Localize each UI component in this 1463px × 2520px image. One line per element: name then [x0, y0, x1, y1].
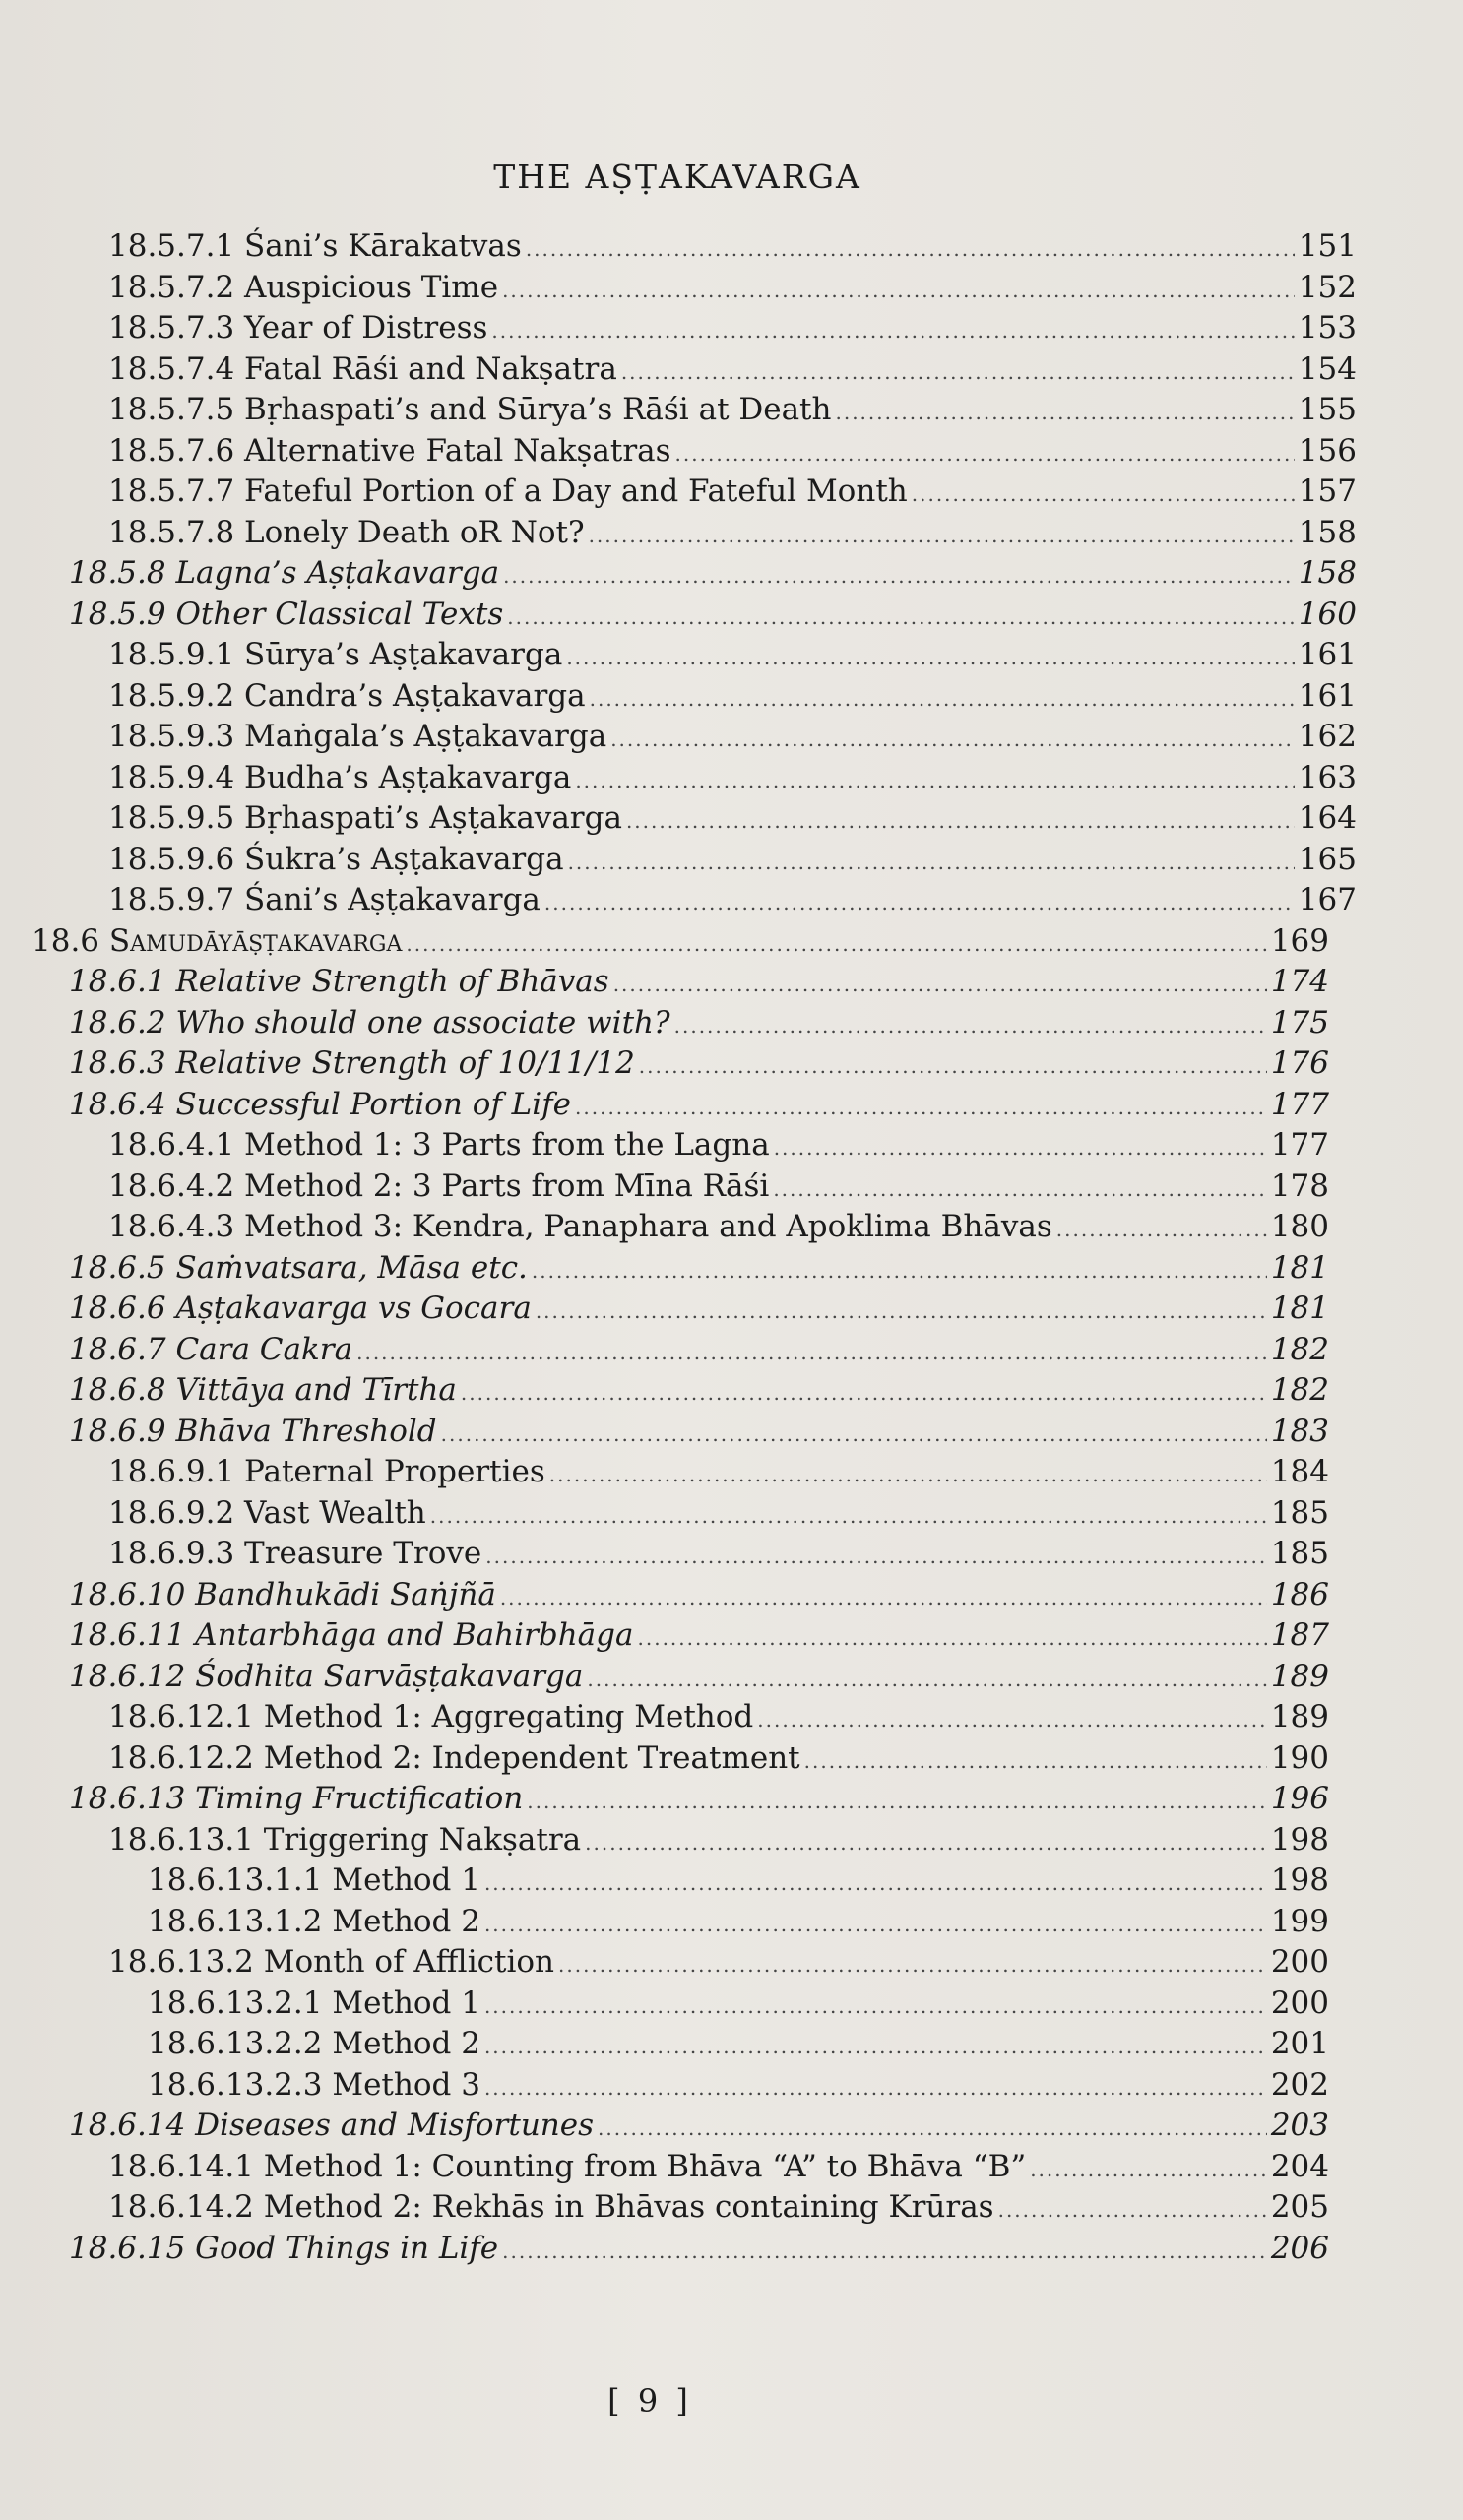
- toc-entry-title: 18.6.9 Bhāva Threshold: [69, 1414, 437, 1449]
- toc-entry-page: 177: [1270, 1087, 1329, 1122]
- toc-leader-dots: [532, 1259, 1267, 1283]
- toc-entry-page: 174: [1270, 964, 1329, 999]
- toc-entry: [69, 597, 1357, 638]
- toc-leader-dots: [598, 2116, 1267, 2140]
- toc-leader-dots: [835, 401, 1294, 424]
- toc-entry-title: 18.6.1 Relative Strength of Bhāvas: [69, 964, 609, 999]
- toc-entry: [69, 1372, 1329, 1414]
- toc-entry-title: 18.6.5 Saṁvatsara, Māsa etc.: [69, 1250, 528, 1286]
- toc-entry-page: 177: [1270, 1127, 1329, 1163]
- toc-entry: [148, 2067, 1329, 2109]
- toc-entry: [69, 1659, 1329, 1700]
- toc-entry: [69, 1045, 1329, 1087]
- toc-entry: [108, 1168, 1329, 1210]
- toc-leader-dots: [804, 1749, 1267, 1773]
- toc-leader-dots: [773, 1177, 1267, 1201]
- toc-entry: [69, 1291, 1329, 1332]
- toc-entry-title: 18.6.13.2.3 Method 3: [148, 2067, 480, 2103]
- toc-entry-title: 18.5.9.2 Candra’s Aṣṭakavarga: [108, 678, 586, 714]
- toc-entry-page: 151: [1298, 228, 1357, 264]
- toc-entry: [108, 351, 1357, 393]
- toc-leader-dots: [527, 1790, 1267, 1813]
- toc-entry: [69, 1250, 1329, 1292]
- toc-entry-title: 18.6.4.2 Method 2: 3 Parts from Mīna Rāśi: [108, 1168, 770, 1204]
- toc-entry: [108, 228, 1357, 270]
- toc-entry-page: 185: [1270, 1536, 1329, 1571]
- toc-entry: [108, 515, 1357, 556]
- toc-entry-title: 18.6.9.3 Treasure Trove: [108, 1536, 482, 1571]
- toc-entry-title: 18.6.15 Good Things in Life: [69, 2231, 499, 2266]
- toc-entry-title: 18.6.9.1 Paternal Properties: [108, 1454, 545, 1489]
- toc-entry-page: 162: [1298, 719, 1357, 754]
- toc-entry: [108, 800, 1357, 842]
- toc-entry: [69, 555, 1357, 597]
- toc-entry-title: 18.5.8 Lagna’s Aṣṭakavarga: [69, 555, 500, 591]
- toc-entry-page: 158: [1298, 555, 1357, 591]
- toc-entry-title: 18.6.12.2 Method 2: Independent Treatment: [108, 1740, 800, 1776]
- toc-leader-dots: [441, 1422, 1267, 1446]
- toc-entry-page: 203: [1270, 2108, 1329, 2143]
- toc-entry-page: 189: [1270, 1699, 1329, 1734]
- toc-leader-dots: [1030, 2158, 1267, 2181]
- toc-entry-page: 184: [1270, 1454, 1329, 1489]
- toc-leader-dots: [568, 850, 1295, 874]
- toc-entry-page: 204: [1270, 2149, 1329, 2184]
- toc-entry-page: 169: [1270, 923, 1329, 959]
- toc-entry: [148, 1904, 1329, 1945]
- toc-entry-page: 206: [1270, 2231, 1329, 2266]
- toc-entry-title: 18.6.2 Who should one associate with?: [69, 1005, 670, 1040]
- toc-entry-title: 18.5.7.8 Lonely Death oR Not?: [108, 515, 585, 550]
- toc-entry-title: 18.5.7.7 Fateful Portion of a Day and Fateful Month: [108, 473, 908, 509]
- toc-leader-dots: [638, 1626, 1267, 1650]
- toc-entry-page: 201: [1270, 2026, 1329, 2061]
- page-number: [ 9 ]: [607, 2382, 692, 2420]
- toc-entry: [69, 2231, 1329, 2272]
- toc-entry: [69, 964, 1329, 1005]
- toc-entry-title: 18.6 Samudāyāṣṭakavarga: [32, 923, 403, 959]
- toc-leader-dots: [356, 1341, 1267, 1364]
- toc-entry-page: 164: [1298, 800, 1357, 836]
- toc-leader-dots: [774, 1136, 1267, 1160]
- toc-entry-page: 198: [1270, 1862, 1329, 1898]
- toc-leader-dots: [544, 891, 1295, 914]
- toc-entry-page: 198: [1270, 1822, 1329, 1858]
- toc-entry-title: 18.6.6 Aṣṭakavarga vs Gocara: [69, 1291, 532, 1326]
- toc-leader-dots: [500, 1586, 1267, 1609]
- toc-leader-dots: [484, 2035, 1267, 2058]
- toc-leader-dots: [484, 1994, 1267, 2018]
- toc-entry-page: 185: [1270, 1495, 1329, 1531]
- toc-entry: [108, 1536, 1329, 1577]
- toc-entry: [69, 1617, 1329, 1659]
- toc-entry-page: 181: [1270, 1250, 1329, 1286]
- toc-entry-page: 175: [1270, 1005, 1329, 1040]
- toc-entry-page: 160: [1298, 597, 1357, 632]
- toc-entry-page: 200: [1270, 1944, 1329, 1980]
- toc-entry-page: 153: [1298, 310, 1357, 346]
- toc-entry-page: 154: [1298, 351, 1357, 387]
- toc-entry: [69, 1332, 1329, 1373]
- toc-entry-title: 18.6.14.1 Method 1: Counting from Bhāva “A” to Bhāva “B”: [108, 2149, 1027, 2184]
- toc-leader-dots: [912, 482, 1295, 506]
- toc-entry-page: 202: [1270, 2067, 1329, 2103]
- toc-entry: [108, 760, 1357, 801]
- toc-leader-dots: [575, 769, 1295, 792]
- toc-leader-dots: [558, 1953, 1267, 1977]
- toc-entry: [108, 2189, 1329, 2231]
- toc-leader-dots: [626, 809, 1295, 833]
- toc-leader-dots: [502, 2239, 1267, 2263]
- toc-entry-title: 18.5.9 Other Classical Texts: [69, 597, 504, 632]
- toc-entry: [108, 1822, 1329, 1863]
- toc-leader-dots: [536, 1299, 1267, 1323]
- toc-entry-page: 176: [1270, 1045, 1329, 1081]
- toc-leader-dots: [549, 1463, 1267, 1486]
- toc-entry-title: 18.5.9.1 Sūrya’s Aṣṭakavarga: [108, 637, 563, 672]
- toc-entry-page: 161: [1298, 678, 1357, 714]
- toc-entry-page: 165: [1298, 842, 1357, 877]
- toc-entry-title: 18.6.11 Antarbhāga and Bahirbhāga: [69, 1617, 634, 1653]
- toc-entry-page: 180: [1270, 1209, 1329, 1244]
- toc-entry: [108, 1699, 1329, 1740]
- toc-entry-page: 199: [1270, 1904, 1329, 1939]
- toc-entry: [32, 923, 1329, 965]
- toc-leader-dots: [589, 524, 1295, 547]
- toc-entry-page: 152: [1298, 270, 1357, 305]
- toc-leader-dots: [503, 564, 1295, 588]
- toc-entry: [69, 1577, 1329, 1618]
- toc-entry: [108, 2149, 1329, 2190]
- toc-leader-dots: [461, 1381, 1267, 1405]
- toc-leader-dots: [757, 1708, 1267, 1732]
- toc-entry-title: 18.6.13.2 Month of Affliction: [108, 1944, 554, 1980]
- toc-leader-dots: [566, 646, 1295, 669]
- toc-entry-page: 158: [1298, 515, 1357, 550]
- toc-entry-page: 186: [1270, 1577, 1329, 1612]
- toc-leader-dots: [575, 1096, 1267, 1119]
- toc-entry-title: 18.5.9.3 Maṅgala’s Aṣṭakavarga: [108, 719, 607, 754]
- toc-entry: [148, 2026, 1329, 2067]
- toc-entry-title: 18.5.7.1 Śani’s Kārakatvas: [108, 228, 522, 264]
- toc-entry-page: 182: [1270, 1372, 1329, 1408]
- toc-entry-page: 163: [1298, 760, 1357, 795]
- toc-leader-dots: [491, 319, 1294, 343]
- toc-entry: [108, 882, 1357, 923]
- toc-entry-title: 18.6.13 Timing Fructification: [69, 1781, 524, 1816]
- toc-leader-dots: [610, 727, 1295, 751]
- toc-entry-title: 18.6.9.2 Vast Wealth: [108, 1495, 426, 1531]
- toc-entry: [108, 473, 1357, 515]
- toc-leader-dots: [484, 1913, 1267, 1936]
- toc-leader-dots: [621, 360, 1295, 384]
- toc-entry-page: 161: [1298, 637, 1357, 672]
- toc-entry: [69, 1414, 1329, 1455]
- toc-entry-title: 18.5.7.2 Auspicious Time: [108, 270, 499, 305]
- toc-leader-dots: [674, 1014, 1267, 1038]
- toc-entry: [69, 2108, 1329, 2149]
- toc-entry-title: 18.5.7.6 Alternative Fatal Nakṣatras: [108, 433, 671, 469]
- toc-leader-dots: [484, 2076, 1267, 2100]
- toc-entry: [108, 842, 1357, 883]
- toc-leader-dots: [998, 2198, 1267, 2222]
- toc-entry: [69, 1781, 1329, 1822]
- running-header: THE AṢṬAKAVARGA: [493, 158, 861, 196]
- toc-entry-title: 18.5.9.7 Śani’s Aṣṭakavarga: [108, 882, 541, 917]
- toc-entry-title: 18.5.7.5 Bṛhaspati’s and Sūrya’s Rāśi at Death: [108, 392, 832, 427]
- toc-entry-title: 18.6.13.1.1 Method 1: [148, 1862, 480, 1898]
- toc-entry-title: 18.6.4 Successful Portion of Life: [69, 1087, 572, 1122]
- toc-entry-page: 167: [1298, 882, 1357, 917]
- toc-entry: [69, 1005, 1329, 1046]
- toc-entry-page: 183: [1270, 1414, 1329, 1449]
- toc-entry-title: 18.5.9.5 Bṛhaspati’s Aṣṭakavarga: [108, 800, 622, 836]
- toc-entry: [108, 1944, 1329, 1985]
- toc-leader-dots: [484, 1871, 1267, 1895]
- toc-entry-title: 18.6.10 Bandhukādi Saṅjñā: [69, 1577, 496, 1612]
- toc-entry-page: 187: [1270, 1617, 1329, 1653]
- toc-leader-dots: [502, 279, 1295, 302]
- toc-entry-page: 155: [1298, 392, 1357, 427]
- toc-entry: [108, 1740, 1329, 1782]
- toc-entry-page: 181: [1270, 1291, 1329, 1326]
- toc-entry: [108, 1454, 1329, 1495]
- toc-leader-dots: [485, 1544, 1267, 1568]
- toc-entry: [108, 637, 1357, 678]
- toc-entry: [108, 433, 1357, 474]
- toc-entry-page: 205: [1270, 2189, 1329, 2225]
- toc-entry-page: 190: [1270, 1740, 1329, 1776]
- toc-entry-title: 18.6.12 Śodhita Sarvāṣṭakavarga: [69, 1659, 584, 1694]
- toc-entry-title: 18.6.4.3 Method 3: Kendra, Panaphara and Apoklima Bhāvas: [108, 1209, 1052, 1244]
- toc-entry-page: 157: [1298, 473, 1357, 509]
- toc-entry: [69, 1087, 1329, 1128]
- toc-entry-title: 18.5.7.4 Fatal Rāśi and Nakṣatra: [108, 351, 617, 387]
- toc-leader-dots: [639, 1054, 1267, 1078]
- toc-leader-dots: [585, 1831, 1267, 1855]
- toc-entry: [108, 1209, 1329, 1250]
- toc-entry-title: 18.6.7 Cara Cakra: [69, 1332, 353, 1367]
- toc-leader-dots: [1056, 1218, 1267, 1241]
- toc-entry-title: 18.6.4.1 Method 1: 3 Parts from the Lagna: [108, 1127, 770, 1163]
- toc-entry-page: 178: [1270, 1168, 1329, 1204]
- toc-entry-title: 18.6.14 Diseases and Misfortunes: [69, 2108, 595, 2143]
- toc-entry-page: 189: [1270, 1659, 1329, 1694]
- toc-leader-dots: [590, 687, 1295, 711]
- toc-entry-title: 18.6.13.2.1 Method 1: [148, 1985, 480, 2021]
- toc-entry-title: 18.6.8 Vittāya and Tīrtha: [69, 1372, 457, 1408]
- toc-entry-title: 18.5.9.4 Budha’s Aṣṭakavarga: [108, 760, 572, 795]
- toc-leader-dots: [406, 932, 1266, 956]
- toc-leader-dots: [675, 442, 1295, 466]
- toc-entry-title: 18.6.13.1 Triggering Nakṣatra: [108, 1822, 582, 1858]
- toc-entry: [108, 1495, 1329, 1537]
- toc-entry: [108, 270, 1357, 311]
- toc-entry-title: 18.6.12.1 Method 1: Aggregating Method: [108, 1699, 754, 1734]
- toc-entry-title: 18.5.9.6 Śukra’s Aṣṭakavarga: [108, 842, 564, 877]
- toc-leader-dots: [430, 1504, 1267, 1528]
- toc-entry: [148, 1862, 1329, 1904]
- toc-entry: [108, 719, 1357, 760]
- toc-entry: [148, 1985, 1329, 2027]
- toc-leader-dots: [526, 237, 1295, 261]
- toc-entry-page: 182: [1270, 1332, 1329, 1367]
- toc-entry: [108, 310, 1357, 351]
- toc-entry-page: 156: [1298, 433, 1357, 469]
- toc-entry: [108, 1127, 1329, 1168]
- toc-entry-title: 18.6.13.2.2 Method 2: [148, 2026, 480, 2061]
- toc-entry: [108, 678, 1357, 720]
- toc-entry-title: 18.6.13.1.2 Method 2: [148, 1904, 480, 1939]
- toc-entry-title: 18.6.3 Relative Strength of 10/11/12: [69, 1045, 635, 1081]
- toc-entry: [108, 392, 1357, 433]
- toc-leader-dots: [587, 1668, 1266, 1691]
- toc-entry-title: 18.5.7.3 Year of Distress: [108, 310, 488, 346]
- toc-leader-dots: [507, 605, 1295, 629]
- toc-entry-page: 200: [1270, 1985, 1329, 2021]
- toc-entry-title: 18.6.14.2 Method 2: Rekhās in Bhāvas containing Krūras: [108, 2189, 994, 2225]
- toc-entry-page: 196: [1270, 1781, 1329, 1816]
- toc-leader-dots: [613, 973, 1267, 996]
